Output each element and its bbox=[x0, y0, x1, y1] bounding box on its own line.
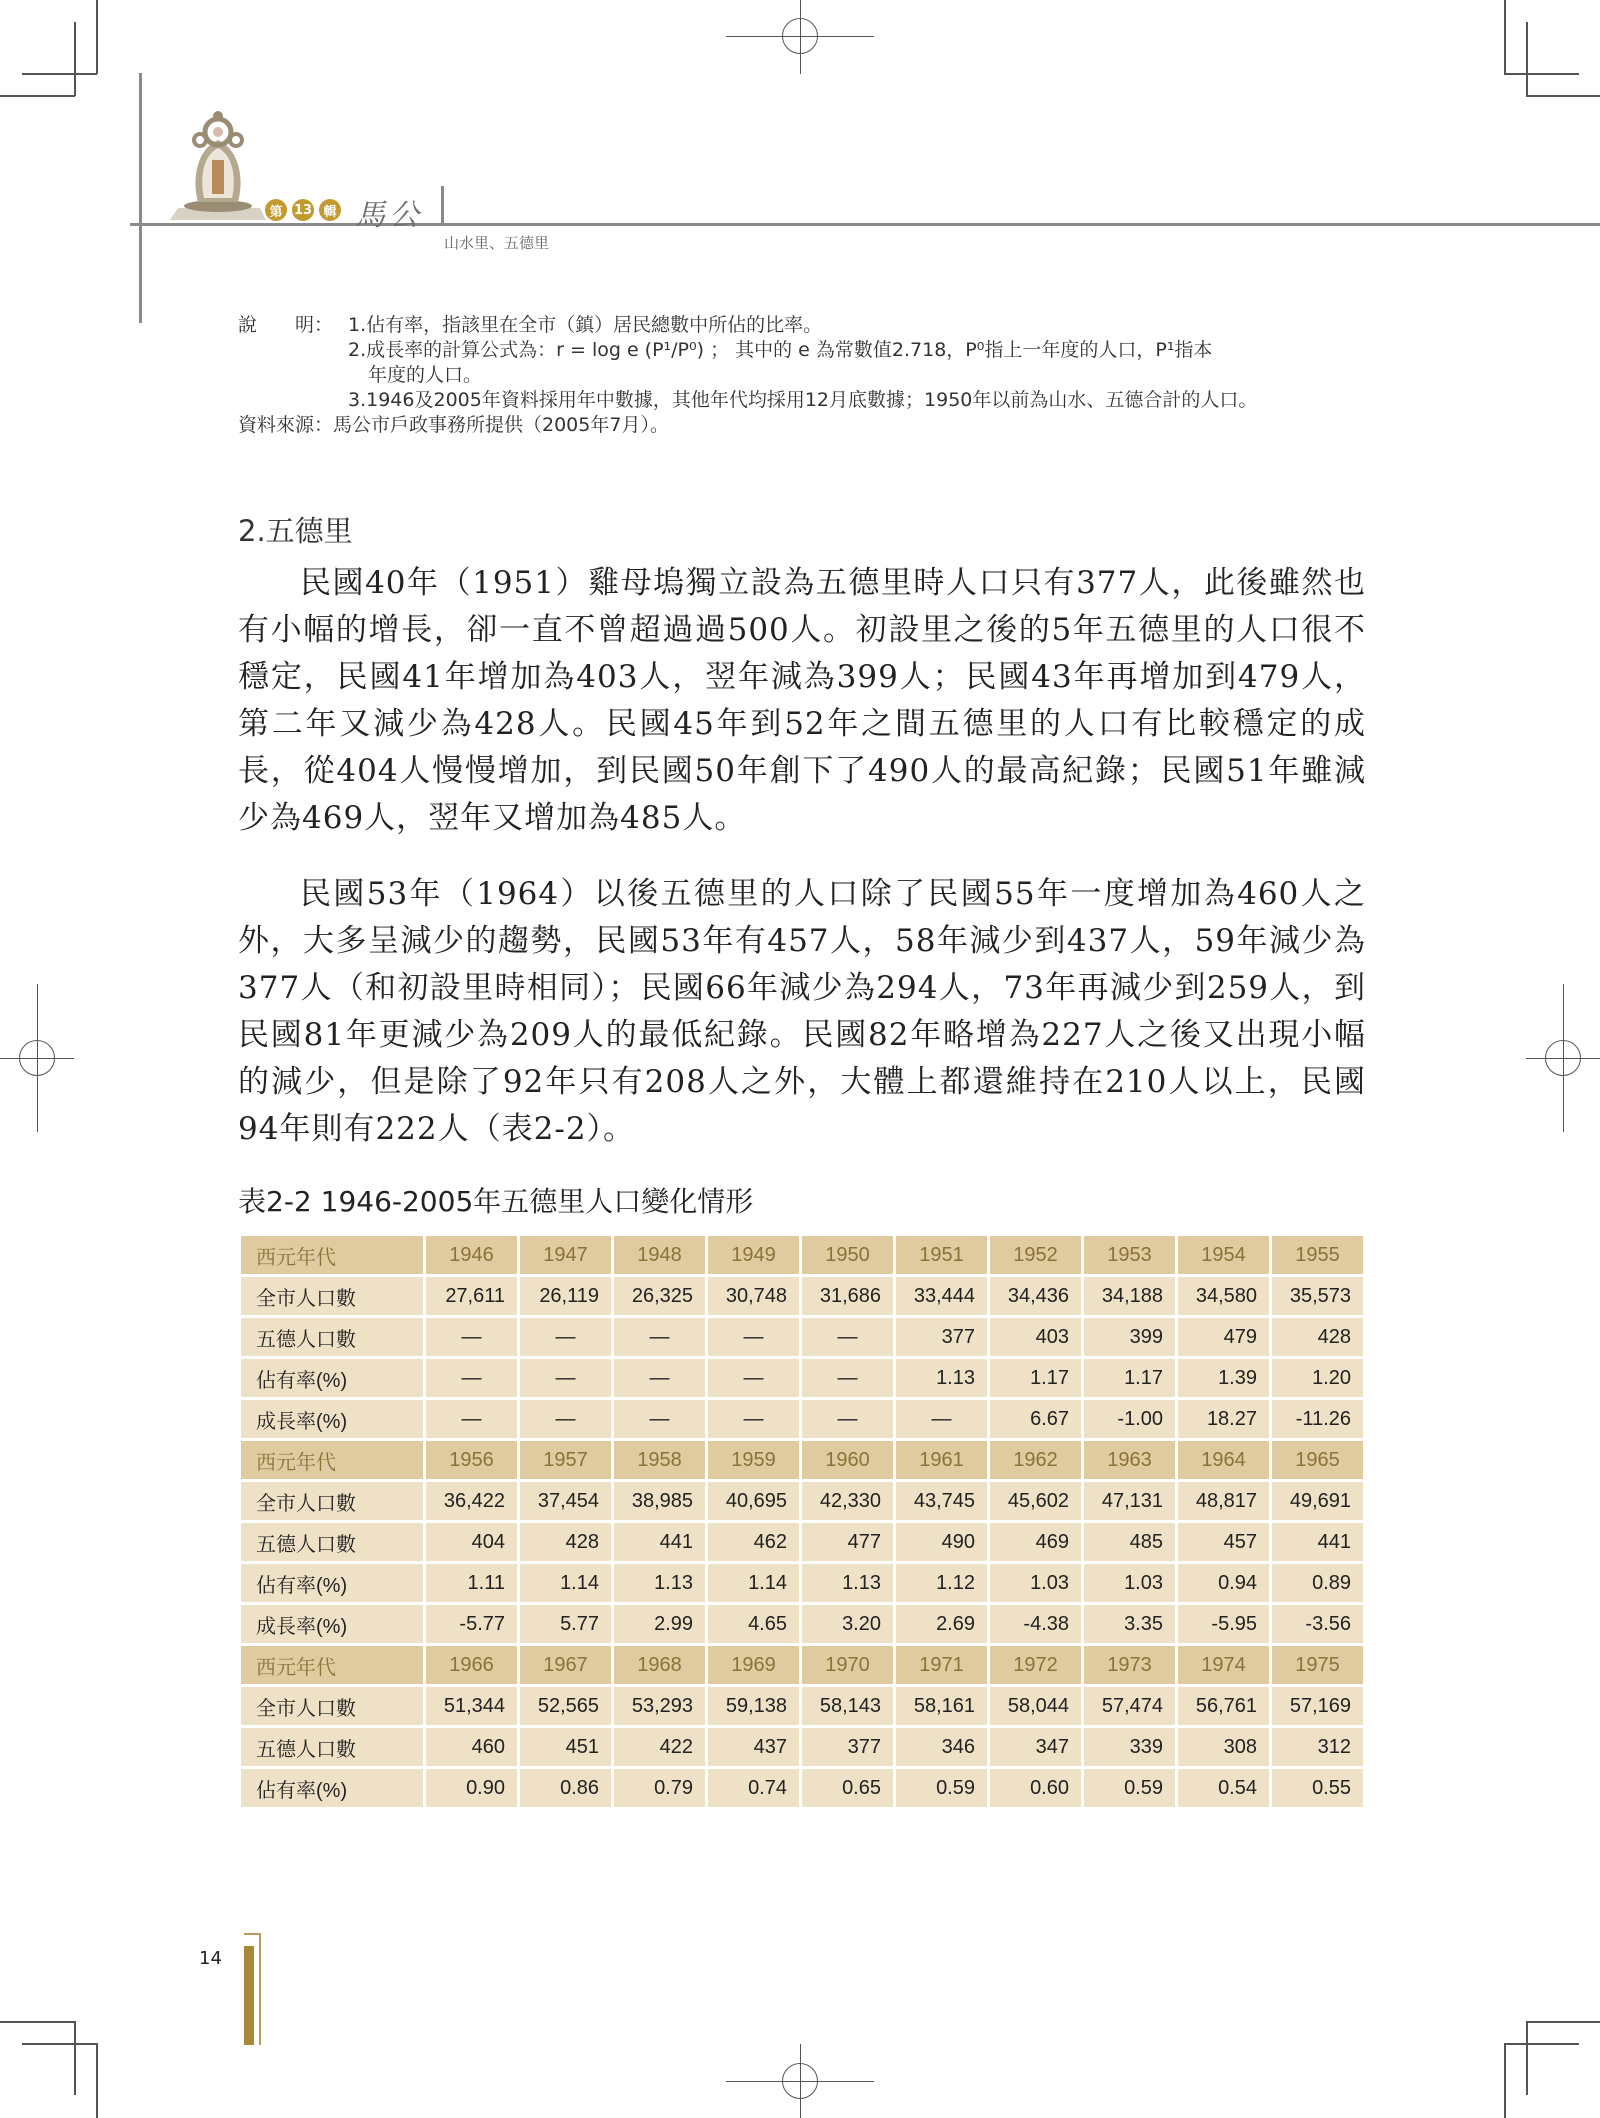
table-cell: 45,602 bbox=[989, 1481, 1083, 1522]
header-rule-tick bbox=[441, 186, 444, 224]
table-cell: 377 bbox=[895, 1317, 989, 1358]
table-cell: 469 bbox=[989, 1522, 1083, 1563]
table-cell: 27,611 bbox=[425, 1276, 519, 1317]
table-cell: 0.90 bbox=[425, 1768, 519, 1809]
table-cell: 1974 bbox=[1177, 1645, 1271, 1686]
crop-mark bbox=[1504, 73, 1579, 75]
table-cell: 1975 bbox=[1271, 1645, 1365, 1686]
growth-rate-row bbox=[240, 1604, 1365, 1645]
crop-mark bbox=[1504, 0, 1506, 74]
table-cell: 0.86 bbox=[519, 1768, 613, 1809]
table-cell: 1952 bbox=[989, 1235, 1083, 1276]
table-cell: 1958 bbox=[613, 1440, 707, 1481]
table-cell: 1960 bbox=[801, 1440, 895, 1481]
table-cell: — bbox=[801, 1317, 895, 1358]
table-cell: 428 bbox=[1271, 1317, 1365, 1358]
table-cell: 490 bbox=[895, 1522, 989, 1563]
row-label: 西元年代 bbox=[240, 1235, 425, 1276]
wude-population-row bbox=[240, 1317, 1365, 1358]
table-cell: -11.26 bbox=[1271, 1399, 1365, 1440]
table-cell: 43,745 bbox=[895, 1481, 989, 1522]
year-row bbox=[240, 1645, 1365, 1686]
table-cell: — bbox=[801, 1358, 895, 1399]
table-cell: 460 bbox=[425, 1727, 519, 1768]
note-item-1: 1.佔有率，指該里在全市（鎮）居民總數中所佔的比率。 bbox=[348, 314, 823, 336]
table-cell: 48,817 bbox=[1177, 1481, 1271, 1522]
table-cell: 457 bbox=[1177, 1522, 1271, 1563]
table-cell: 404 bbox=[425, 1522, 519, 1563]
table-cell: — bbox=[895, 1399, 989, 1440]
table-cell: 26,325 bbox=[613, 1276, 707, 1317]
table-cell: 53,293 bbox=[613, 1686, 707, 1727]
table-cell: 1967 bbox=[519, 1645, 613, 1686]
table-cell: 339 bbox=[1083, 1727, 1177, 1768]
header-rule-vertical bbox=[139, 73, 142, 323]
row-label: 五德人口數 bbox=[240, 1522, 425, 1563]
table-cell: 58,161 bbox=[895, 1686, 989, 1727]
crop-mark bbox=[74, 2021, 76, 2095]
crop-mark bbox=[74, 22, 76, 96]
table-cell: 47,131 bbox=[1083, 1481, 1177, 1522]
crop-mark bbox=[0, 2021, 75, 2023]
footer-accent-line bbox=[259, 1933, 261, 2045]
table-cell: 33,444 bbox=[895, 1276, 989, 1317]
table-cell: 1.13 bbox=[801, 1563, 895, 1604]
table-cell: 31,686 bbox=[801, 1276, 895, 1317]
table-cell: 18.27 bbox=[1177, 1399, 1271, 1440]
body-paragraph-2: 民國53年（1964）以後五德里的人口除了民國55年一度增加為460人之外，大多呈減少的趨勢，民國53年有457人，58年減少到437人，59年減少為377人（和初設里時相同）；民國66年減少為294人，73年再減少到259人，到民國81年更減少為209人的最低紀錄。民國82年略增為227人之後又出現小幅的減少，但是除了92年只有208人之外，大體上都還維持在210人以上，民國94年則有222人（表2-2）。 bbox=[238, 876, 1366, 1147]
growth-rate-row bbox=[240, 1399, 1365, 1440]
share-rate-row bbox=[240, 1563, 1365, 1604]
table-cell: 441 bbox=[613, 1522, 707, 1563]
table-cell: 58,143 bbox=[801, 1686, 895, 1727]
table-cell: 0.74 bbox=[707, 1768, 801, 1809]
table-cell: 441 bbox=[1271, 1522, 1365, 1563]
table-cell: 1.13 bbox=[613, 1563, 707, 1604]
crop-mark bbox=[1504, 2043, 1506, 2118]
table-cell: 0.89 bbox=[1271, 1563, 1365, 1604]
note-item-2-cont: 年度的人口。 bbox=[368, 364, 483, 386]
crop-mark bbox=[1526, 2021, 1528, 2095]
table-cell: — bbox=[801, 1399, 895, 1440]
year-row bbox=[240, 1440, 1365, 1481]
table-cell: 40,695 bbox=[707, 1481, 801, 1522]
table-cell: 1956 bbox=[425, 1440, 519, 1481]
table-cell: 1965 bbox=[1271, 1440, 1365, 1481]
table-cell: 1.03 bbox=[1083, 1563, 1177, 1604]
table-cell: — bbox=[425, 1317, 519, 1358]
table-cell: 1955 bbox=[1271, 1235, 1365, 1276]
table-cell: 36,422 bbox=[425, 1481, 519, 1522]
row-label: 佔有率(%) bbox=[240, 1563, 425, 1604]
table-cell: 1962 bbox=[989, 1440, 1083, 1481]
header-rule-horizontal bbox=[130, 223, 1600, 226]
footer-accent-line-top bbox=[244, 1933, 261, 1935]
table-cell: 35,573 bbox=[1271, 1276, 1365, 1317]
volume-badge-number: 13 bbox=[292, 199, 314, 221]
table-cell: 1947 bbox=[519, 1235, 613, 1276]
data-source: 資料來源：馬公市戶政事務所提供（2005年7月）。 bbox=[238, 414, 669, 436]
table-cell: 422 bbox=[613, 1727, 707, 1768]
table-cell: 1.12 bbox=[895, 1563, 989, 1604]
table-cell: -5.77 bbox=[425, 1604, 519, 1645]
table-cell: 0.59 bbox=[1083, 1768, 1177, 1809]
table-cell: 1957 bbox=[519, 1440, 613, 1481]
table-cell: 403 bbox=[989, 1317, 1083, 1358]
table-cell: 6.67 bbox=[989, 1399, 1083, 1440]
table-cell: 1961 bbox=[895, 1440, 989, 1481]
table-cell: 1.20 bbox=[1271, 1358, 1365, 1399]
table-cell: 1948 bbox=[613, 1235, 707, 1276]
footer-accent-bar bbox=[244, 1946, 254, 2045]
table-cell: 477 bbox=[801, 1522, 895, 1563]
crop-mark bbox=[96, 2043, 98, 2118]
table-cell: 57,169 bbox=[1271, 1686, 1365, 1727]
table-cell: 1950 bbox=[801, 1235, 895, 1276]
table-cell: 1.13 bbox=[895, 1358, 989, 1399]
table-cell: 37,454 bbox=[519, 1481, 613, 1522]
table-cell: 479 bbox=[1177, 1317, 1271, 1358]
table-cell: 1.17 bbox=[1083, 1358, 1177, 1399]
table-cell: 59,138 bbox=[707, 1686, 801, 1727]
year-row bbox=[240, 1235, 1365, 1276]
body-paragraph-1: 民國40年（1951）雞母塢獨立設為五德里時人口只有377人，此後雖然也有小幅的增長，卻一直不曾超過過500人。初設里之後的5年五德里的人口很不穩定，民國41年增加為403人，翌年減為399人；民國43年再增加到479人，第二年又減少為428人。民國45年到52年之間五德里的人口有比較穩定的成長，從404人慢慢增加，到民國50年創下了490人的最高紀錄；民國51年雖減少為469人，翌年又增加為485人。 bbox=[238, 565, 1366, 836]
row-label: 五德人口數 bbox=[240, 1727, 425, 1768]
table-cell: — bbox=[707, 1399, 801, 1440]
table-cell: 1970 bbox=[801, 1645, 895, 1686]
table-cell: 34,436 bbox=[989, 1276, 1083, 1317]
notes-label: 說 明： bbox=[238, 314, 334, 336]
row-label: 佔有率(%) bbox=[240, 1358, 425, 1399]
row-label: 全市人口數 bbox=[240, 1276, 425, 1317]
crop-mark bbox=[1526, 95, 1600, 97]
table-cell: 1.39 bbox=[1177, 1358, 1271, 1399]
table-cell: 4.65 bbox=[707, 1604, 801, 1645]
table-cell: -5.95 bbox=[1177, 1604, 1271, 1645]
crop-mark bbox=[1526, 2021, 1600, 2023]
table-cell: 1954 bbox=[1177, 1235, 1271, 1276]
city-population-row bbox=[240, 1481, 1365, 1522]
table-cell: 1.17 bbox=[989, 1358, 1083, 1399]
table-cell: 1966 bbox=[425, 1645, 519, 1686]
table-cell: 308 bbox=[1177, 1727, 1271, 1768]
note-row-1 bbox=[238, 313, 1368, 338]
table-cell: 1946 bbox=[425, 1235, 519, 1276]
page-number: 14 bbox=[199, 1948, 222, 1969]
table-cell: 437 bbox=[707, 1727, 801, 1768]
table-cell: 2.99 bbox=[613, 1604, 707, 1645]
table-notes bbox=[238, 313, 1368, 438]
table-cell: -4.38 bbox=[989, 1604, 1083, 1645]
city-population-row bbox=[240, 1276, 1365, 1317]
crop-mark bbox=[22, 2043, 97, 2045]
share-rate-row bbox=[240, 1358, 1365, 1399]
table-cell: 1949 bbox=[707, 1235, 801, 1276]
crop-mark bbox=[22, 73, 97, 75]
row-label: 五德人口數 bbox=[240, 1317, 425, 1358]
table-cell: — bbox=[613, 1317, 707, 1358]
table-cell: 1951 bbox=[895, 1235, 989, 1276]
table-cell: — bbox=[519, 1399, 613, 1440]
table-title: 表2-2 1946-2005年五德里人口變化情形 bbox=[238, 1185, 754, 1218]
table-cell: 3.20 bbox=[801, 1604, 895, 1645]
table-cell: 428 bbox=[519, 1522, 613, 1563]
table-cell: — bbox=[425, 1358, 519, 1399]
table-cell: -3.56 bbox=[1271, 1604, 1365, 1645]
table-cell: 1953 bbox=[1083, 1235, 1177, 1276]
table-cell: 1973 bbox=[1083, 1645, 1177, 1686]
section-title: 2.五德里 bbox=[238, 514, 353, 548]
share-rate-row bbox=[240, 1768, 1365, 1809]
table-cell: 1968 bbox=[613, 1645, 707, 1686]
table-cell: — bbox=[613, 1399, 707, 1440]
note-item-2: 2.成長率的計算公式為：r = log e (P¹/P⁰) ； 其中的 e 為常數值2.718，P⁰指上一年度的人口，P¹指本 bbox=[348, 339, 1213, 361]
row-label: 成長率(%) bbox=[240, 1604, 425, 1645]
book-brand-title: 馬公 bbox=[355, 198, 423, 233]
row-label: 全市人口數 bbox=[240, 1481, 425, 1522]
table-cell: 26,119 bbox=[519, 1276, 613, 1317]
table-cell: 56,761 bbox=[1177, 1686, 1271, 1727]
crop-mark bbox=[1504, 2043, 1579, 2045]
table-cell: 38,985 bbox=[613, 1481, 707, 1522]
table-cell: 34,580 bbox=[1177, 1276, 1271, 1317]
table-cell: 1969 bbox=[707, 1645, 801, 1686]
table-cell: 1964 bbox=[1177, 1440, 1271, 1481]
wude-population-row bbox=[240, 1727, 1365, 1768]
table-cell: 2.69 bbox=[895, 1604, 989, 1645]
crop-mark bbox=[1526, 22, 1528, 96]
table-cell: 58,044 bbox=[989, 1686, 1083, 1727]
table-cell: — bbox=[425, 1399, 519, 1440]
table-cell: 485 bbox=[1083, 1522, 1177, 1563]
table-cell: 1963 bbox=[1083, 1440, 1177, 1481]
table-cell: 399 bbox=[1083, 1317, 1177, 1358]
table-cell: 1972 bbox=[989, 1645, 1083, 1686]
table-cell: 0.54 bbox=[1177, 1768, 1271, 1809]
wude-population-row bbox=[240, 1522, 1365, 1563]
stone-tablet-statue-icon bbox=[168, 110, 268, 222]
note-item-3: 3.1946及2005年資料採用年中數據，其他年代均採用12月底數據；1950年以前為山水、五德合計的人口。 bbox=[348, 389, 1258, 411]
table-cell: — bbox=[707, 1358, 801, 1399]
row-label: 西元年代 bbox=[240, 1645, 425, 1686]
table-cell: 0.59 bbox=[895, 1768, 989, 1809]
table-cell: — bbox=[519, 1317, 613, 1358]
row-label: 全市人口數 bbox=[240, 1686, 425, 1727]
volume-badge-prefix: 第 bbox=[265, 199, 287, 221]
table-cell: 462 bbox=[707, 1522, 801, 1563]
table-cell: 30,748 bbox=[707, 1276, 801, 1317]
chapter-subtitle: 山水里、五德里 bbox=[444, 234, 550, 252]
table-cell: -1.00 bbox=[1083, 1399, 1177, 1440]
table-cell: — bbox=[519, 1358, 613, 1399]
table-cell: 1959 bbox=[707, 1440, 801, 1481]
table-cell: 3.35 bbox=[1083, 1604, 1177, 1645]
table-cell: — bbox=[613, 1358, 707, 1399]
row-label: 西元年代 bbox=[240, 1440, 425, 1481]
table-cell: 1.14 bbox=[519, 1563, 613, 1604]
table-cell: 0.60 bbox=[989, 1768, 1083, 1809]
table-cell: 347 bbox=[989, 1727, 1083, 1768]
table-cell: 1.14 bbox=[707, 1563, 801, 1604]
table-cell: 346 bbox=[895, 1727, 989, 1768]
table-cell: 57,474 bbox=[1083, 1686, 1177, 1727]
table-cell: 34,188 bbox=[1083, 1276, 1177, 1317]
table-cell: 377 bbox=[801, 1727, 895, 1768]
table-cell: 51,344 bbox=[425, 1686, 519, 1727]
table-cell: 42,330 bbox=[801, 1481, 895, 1522]
table-cell: 0.94 bbox=[1177, 1563, 1271, 1604]
crop-mark bbox=[96, 0, 98, 74]
table-cell: 5.77 bbox=[519, 1604, 613, 1645]
row-label: 成長率(%) bbox=[240, 1399, 425, 1440]
city-population-row bbox=[240, 1686, 1365, 1727]
table-cell: 0.65 bbox=[801, 1768, 895, 1809]
table-cell: — bbox=[707, 1317, 801, 1358]
row-label: 佔有率(%) bbox=[240, 1768, 425, 1809]
table-cell: 0.55 bbox=[1271, 1768, 1365, 1809]
table-cell: 1.03 bbox=[989, 1563, 1083, 1604]
table-cell: 52,565 bbox=[519, 1686, 613, 1727]
table-cell: 312 bbox=[1271, 1727, 1365, 1768]
volume-badge-suffix: 輯 bbox=[319, 199, 341, 221]
table-cell: 1.11 bbox=[425, 1563, 519, 1604]
table-cell: 49,691 bbox=[1271, 1481, 1365, 1522]
table-cell: 451 bbox=[519, 1727, 613, 1768]
crop-mark bbox=[0, 95, 75, 97]
table-cell: 0.79 bbox=[613, 1768, 707, 1809]
table-cell: 1971 bbox=[895, 1645, 989, 1686]
population-table bbox=[238, 1233, 1366, 1810]
